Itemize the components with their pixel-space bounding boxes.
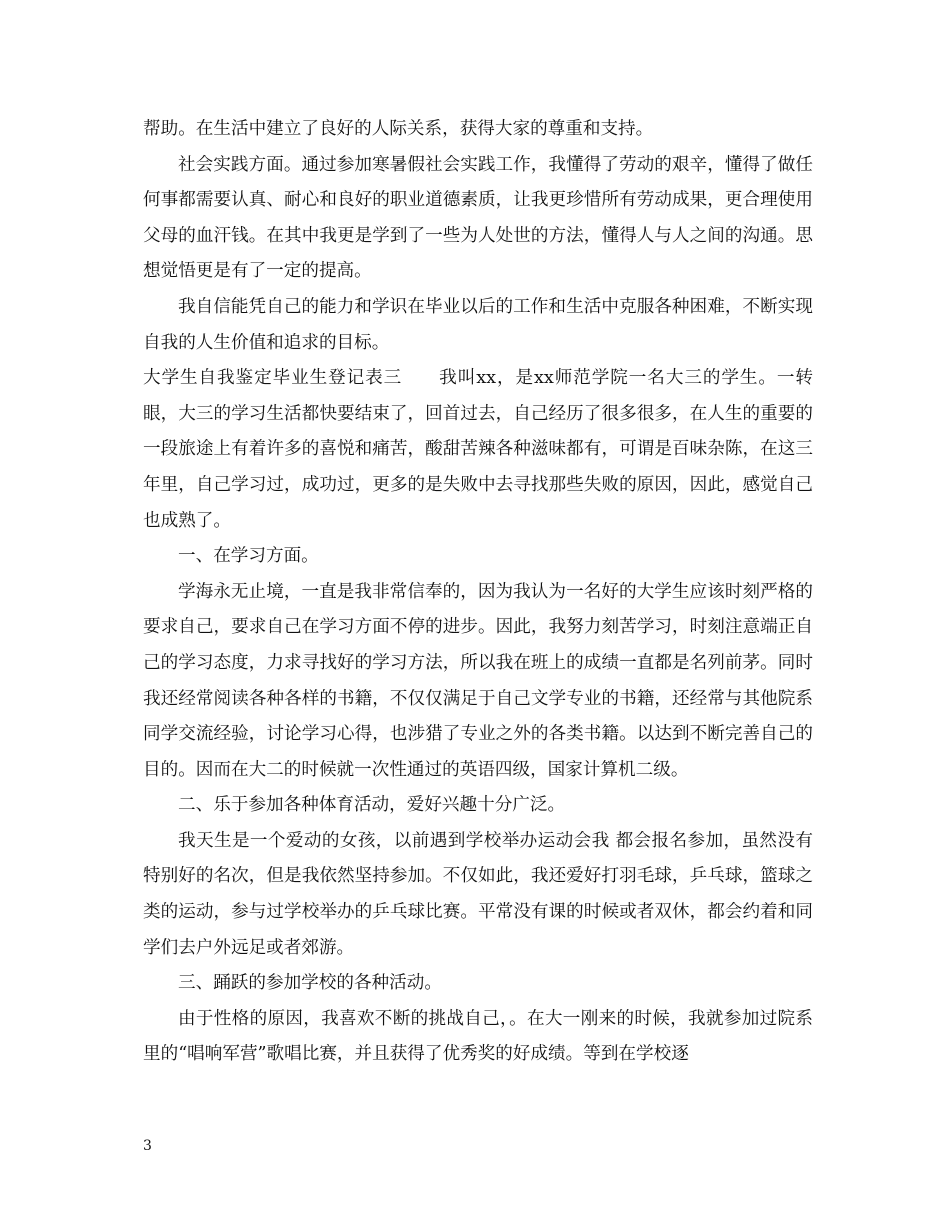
section-heading: 一、在学习方面。 xyxy=(178,546,319,567)
paragraph: 帮助。在生活中建立了良好的人际关系，获得大家的尊重和支持。 xyxy=(143,119,654,139)
paragraph-section-title: 大学生自我鉴定毕业生登记表三 我叫xx，是xx师范学院一名大三的学生。一转眼，大三的学习生活都快要结束了，回首过去，自己经历了很多很多，在人生的重要的一段旅途上有着许多的喜悦和痛苦，酸甜苦辣各种滋味都有，可谓是百味杂陈，在这三年里，自己学习过，成功过，更多的是失败中去寻找那些失败的原因，因此，感觉自己也成熟了。 xyxy=(143,368,813,531)
paragraph: 由于性格的原因，我喜欢不断的挑战自己，。在大一刚来的时候，我就参加过院系里的“唱响军营”歌唱比赛，并且获得了优秀奖的好成绩。等到在学校逐 xyxy=(143,1008,813,1065)
section-heading: 三、踊跃的参加学校的各种活动。 xyxy=(178,973,442,994)
page-number: 3 xyxy=(143,1138,152,1154)
paragraph: 社会实践方面。通过参加寒暑假社会实践工作，我懂得了劳动的艰辛，懂得了做任何事都需要认真、耐心和良好的职业道德素质，让我更珍惜所有劳动成果，更合理使用父母的血汗钱。在其中我更是学到了一些为人处世的方法，懂得人与人之间的沟通。思想觉悟更是有了一定的提高。 xyxy=(143,154,813,282)
section-heading: 二、乐于参加各种体育活动，爱好兴趣十分广泛。 xyxy=(178,795,566,816)
paragraph: 我天生是一个爱动的女孩，以前遇到学校举办运动会我 都会报名参加，虽然没有特别好的名次，但是我依然坚持参加。不仅如此，我还爱好打羽毛球，乒乓球，篮球之类的运动，参与过学校举办的乒乓球比赛。平常没有课的时候或者双休，都会约着和同学们去户外远足或者郊游。 xyxy=(143,830,813,958)
body-text xyxy=(143,112,813,1073)
paragraph: 我自信能凭自己的能力和学识在毕业以后的工作和生活中克服各种困难，不断实现自我的人生价值和追求的目标。 xyxy=(143,296,813,353)
paragraph: 学海永无止境，一直是我非常信奉的，因为我认为一名好的大学生应该时刻严格的要求自己，要求自己在学习方面不停的进步。因此，我努力刻苦学习，时刻注意端正自己的学习态度，力求寻找好的学习方法，所以我在班上的成绩一直都是名列前茅。同时我还经常阅读各种各样的书籍，不仅仅满足于自己文学专业的书籍，还经常与其他院系同学交流经验，讨论学习心得，也涉猎了专业之外的各类书籍。以达到不断完善自己的目的。因而在大二的时候就一次性通过的英语四级，国家计算机二级。 xyxy=(143,581,813,780)
